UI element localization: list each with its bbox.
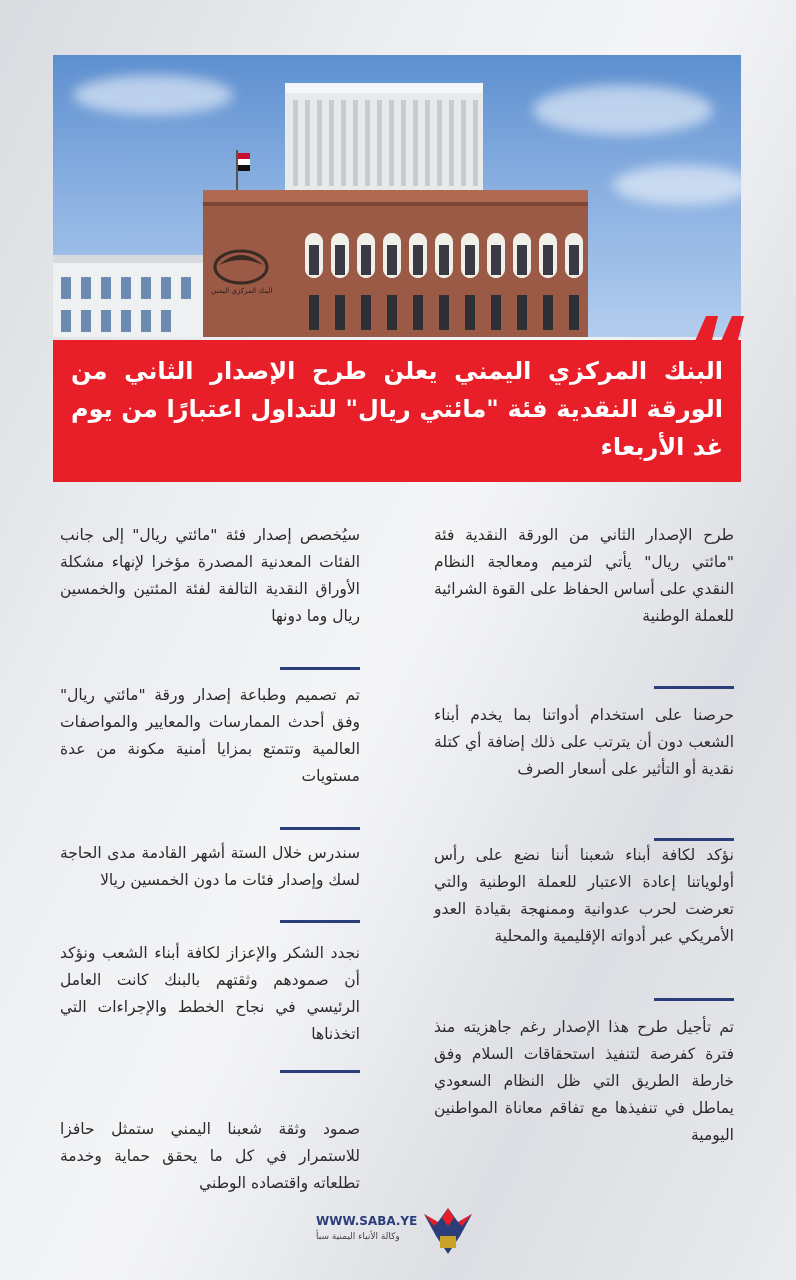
left-paragraph-3: سندرس خلال الستة أشهر القادمة مدى الحاجة لسك وإصدار فئات ما دون الخمسين ريالا bbox=[60, 844, 360, 889]
right-paragraph-3: نؤكد لكافة أبناء شعبنا أننا نضع على رأس أولوياتنا إعادة الاعتبار للعملة الوطنية والتي تعرضت لحرب عدوانية وممنهجة بقيادة العدو الأمريكي عبر أدواته الإقليمية والمحلية bbox=[434, 846, 734, 945]
separator bbox=[280, 920, 360, 923]
central-bank-building-illustration bbox=[53, 55, 741, 337]
separator bbox=[654, 998, 734, 1001]
right-paragraph-2: حرصنا على استخدام أدواتنا بما يخدم أبناء الشعب دون أن يترتب على ذلك إضافة أي كتلة نقدية أو التأثير على أسعار الصرف bbox=[434, 706, 734, 778]
separator bbox=[654, 686, 734, 689]
right-paragraph-1: طرح الإصدار الثاني من الورقة النقدية فئة "مائتي ريال" يأتي لترميم ومعالجة النظام النقدي على أساس الحفاظ على القوة الشرائية للعملة الوطنية bbox=[434, 526, 734, 625]
right-paragraph-4: تم تأجيل طرح هذا الإصدار رغم جاهزيته منذ فترة كفرصة لتنفيذ استحقاقات السلام وفق خارطة الطريق التي ظل النظام السعودي يماطل في تنفيذها مع تفاقم معاناة المواطنين اليومية bbox=[434, 1018, 734, 1144]
agency-name: وكالة الأنباء اليمنية سبأ bbox=[316, 1232, 400, 1242]
headline-box bbox=[53, 340, 741, 482]
separator bbox=[654, 838, 734, 841]
left-paragraph-5: صمود وثقة شعبنا اليمني ستمثل حافزا للاستمرار في كل ما يحقق حماية وخدمة تطلعاته واقتصاده الوطني bbox=[60, 1120, 360, 1192]
headline-text: البنك المركزي اليمني يعلن طرح الإصدار الثاني من الورقة النقدية فئة "مائتي ريال" للتداول اعتبارًا من يوم غد الأربعاء bbox=[71, 357, 723, 461]
separator bbox=[280, 1070, 360, 1073]
left-paragraph-4: نجدد الشكر والإعزاز لكافة أبناء الشعب ونؤكد أن صمودهم وثقتهم بالبنك كانت العامل الرئيسي في نجاح الخطط والإجراءات التي اتخذناها bbox=[60, 944, 360, 1043]
saba-eagle-logo-icon bbox=[416, 1196, 480, 1260]
left-paragraph-1: سيُخصص إصدار فئة "مائتي ريال" إلى جانب الفئات المعدنية المصدرة مؤخرا لإنهاء مشكلة الأوراق النقدية التالفة لفئة المئتين والخمسين ريال وما دونها bbox=[60, 526, 360, 625]
left-paragraph-2: تم تصميم وطباعة إصدار ورقة "مائتي ريال" وفق أحدث الممارسات والمعايير والمواصفات العالمية وتتمتع بمزايا أمنية مكونة من عدة مستويات bbox=[60, 686, 360, 785]
separator bbox=[280, 667, 360, 670]
building-sign: البنك المركزي اليمني bbox=[211, 287, 273, 295]
footer-logo-block bbox=[316, 1196, 486, 1262]
separator bbox=[280, 827, 360, 830]
site-url: WWW.SABA.YE bbox=[316, 1214, 418, 1228]
header-photo bbox=[53, 55, 741, 337]
